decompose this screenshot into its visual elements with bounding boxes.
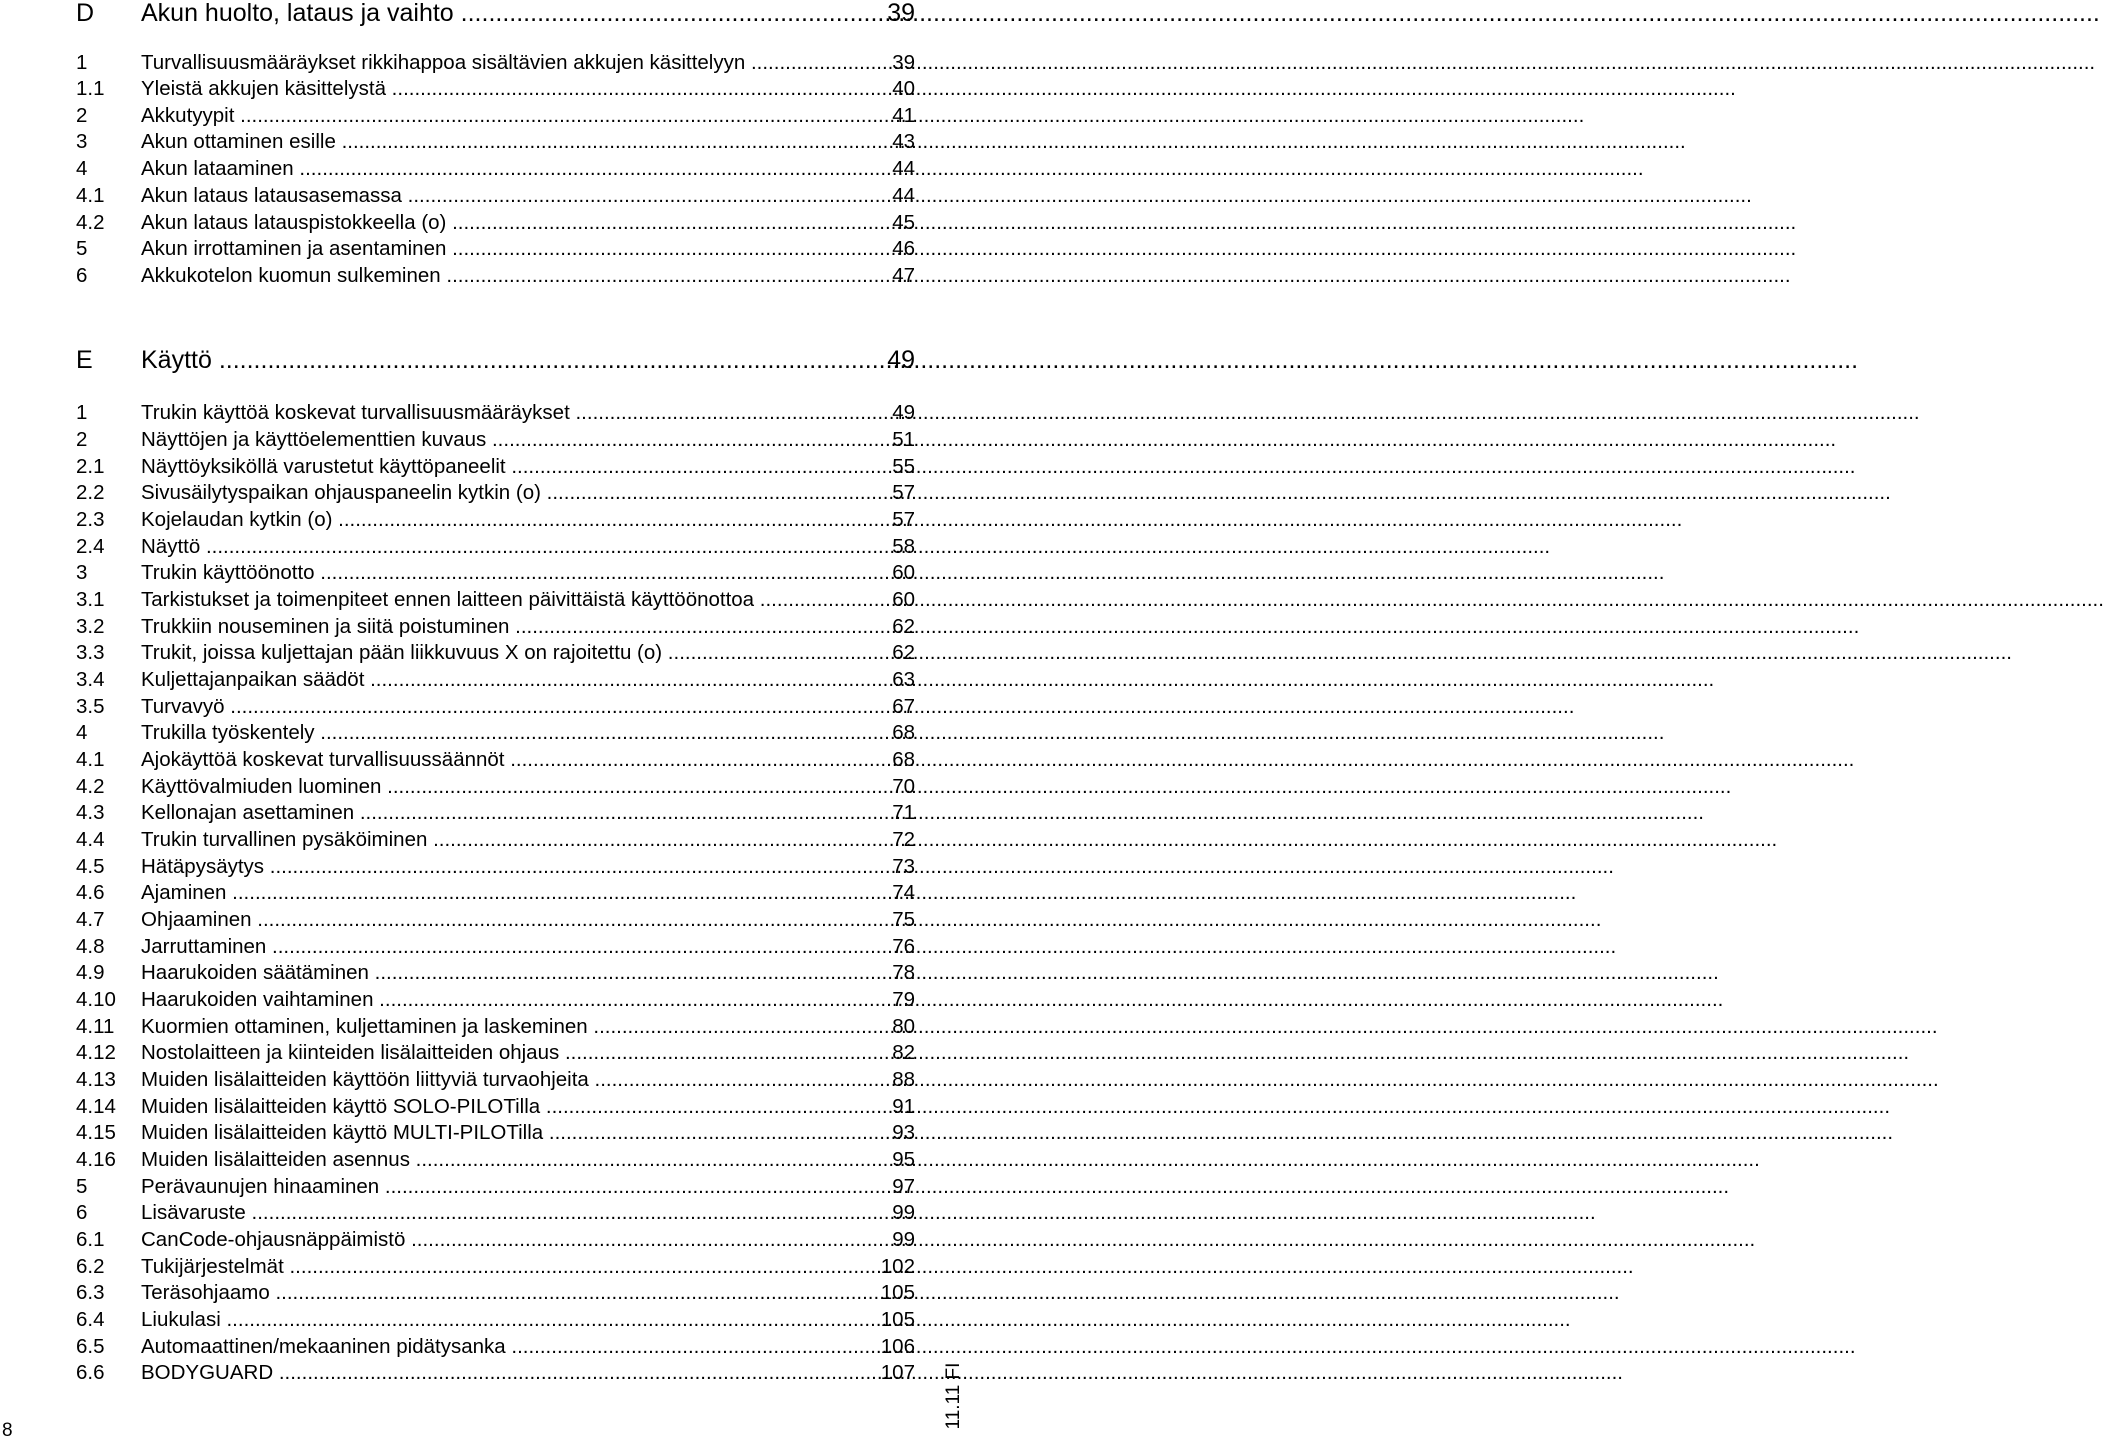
- entry-number: 3.3: [76, 641, 105, 664]
- toc-entry[interactable]: [0, 235, 960, 262]
- entry-title: Akun lataaminen .....: [141, 155, 859, 182]
- toc-entry[interactable]: [0, 1306, 960, 1333]
- entry-number: 4: [76, 721, 88, 744]
- toc-entry[interactable]: [0, 586, 960, 613]
- entry-title: Lisävaruste .....: [141, 1199, 859, 1226]
- toc-entry[interactable]: [0, 1039, 960, 1066]
- entry-number: 3.5: [76, 695, 105, 718]
- entry-page: 40: [892, 77, 915, 100]
- entry-page: 82: [892, 1041, 915, 1064]
- toc-entry[interactable]: [0, 155, 960, 182]
- entry-page: 55: [892, 455, 915, 478]
- entry-title: Muiden lisälaitteiden käyttö SOLO-PILOTilla .....: [141, 1093, 859, 1120]
- entry-number: 3.4: [76, 668, 105, 691]
- entry-number: 4.10: [76, 988, 116, 1011]
- chapter-page: 49: [887, 346, 915, 374]
- entry-title: Akkutyypit .....: [141, 102, 859, 129]
- entry-number: 4.11: [76, 1015, 115, 1038]
- entry-page: 74: [892, 881, 915, 904]
- toc-entry[interactable]: [0, 1199, 960, 1226]
- entry-page: 99: [892, 1201, 915, 1224]
- entry-number: 4.2: [76, 211, 105, 234]
- entry-title: Haarukoiden vaihtaminen .....: [141, 986, 859, 1013]
- entry-number: 4.8: [76, 935, 105, 958]
- entry-page: 57: [892, 508, 915, 531]
- entry-number: 4.13: [76, 1068, 116, 1091]
- entry-page: 58: [892, 535, 915, 558]
- toc-entry[interactable]: [0, 746, 960, 773]
- toc-entry[interactable]: [0, 49, 960, 76]
- toc-entry[interactable]: [0, 102, 960, 129]
- entry-page: 43: [892, 130, 915, 153]
- entry-page: 44: [892, 157, 915, 180]
- entry-title: Liukulasi .....: [141, 1306, 859, 1333]
- entry-title: CanCode-ohjausnäppäimistö .....: [141, 1226, 859, 1253]
- entry-number: 2.2: [76, 481, 105, 504]
- toc-entry[interactable]: [0, 453, 960, 480]
- entry-title: Jarruttaminen .....: [141, 933, 859, 960]
- entry-page: 68: [892, 748, 915, 771]
- entry-title: Hätäpysäytys .....: [141, 853, 859, 880]
- entry-title: Sivusäilytyspaikan ohjauspaneelin kytkin (o) .....: [141, 479, 859, 506]
- entry-page: 95: [892, 1148, 915, 1171]
- entry-number: 1: [76, 51, 88, 74]
- toc-entry[interactable]: [0, 1066, 960, 1093]
- entry-title: Ajaminen .....: [141, 879, 859, 906]
- chapter-heading-e[interactable]: [0, 343, 960, 377]
- entry-number: 4.2: [76, 775, 105, 798]
- chapter-heading-d[interactable]: [0, 0, 960, 30]
- entry-title: Automaattinen/mekaaninen pidätysanka .....: [141, 1333, 859, 1360]
- toc-entry[interactable]: [0, 506, 960, 533]
- toc-entry[interactable]: [0, 1119, 960, 1146]
- entry-page: 76: [892, 935, 915, 958]
- entry-number: 4.14: [76, 1095, 116, 1118]
- toc-entry[interactable]: [0, 639, 960, 666]
- entry-page: 62: [892, 615, 915, 638]
- entry-title: Akun lataus latauspistokkeella (o) .....: [141, 209, 859, 236]
- entry-page: 91: [892, 1095, 915, 1118]
- entry-number: 6.2: [76, 1255, 105, 1278]
- entry-title: Näyttöyksiköllä varustetut käyttöpaneelit .....: [141, 453, 859, 480]
- entry-title: Trukin käyttöönotto .....: [141, 559, 859, 586]
- entry-number: 6.1: [76, 1228, 105, 1251]
- toc-entry[interactable]: [0, 182, 960, 209]
- entry-page: 39: [892, 51, 915, 74]
- entry-page: 107: [880, 1361, 915, 1384]
- toc-entry[interactable]: [0, 1093, 960, 1120]
- toc-entry[interactable]: [0, 426, 960, 453]
- entry-title: Näyttö .....: [141, 533, 859, 560]
- toc-entry[interactable]: [0, 559, 960, 586]
- entry-title: Kellonajan asettaminen .....: [141, 799, 859, 826]
- entry-title: Kuormien ottaminen, kuljettaminen ja laskeminen .....: [141, 1013, 859, 1040]
- entry-number: 2: [76, 428, 88, 451]
- entry-title: Teräsohjaamo .....: [141, 1279, 859, 1306]
- toc-entry[interactable]: [0, 826, 960, 853]
- toc-entry[interactable]: [0, 533, 960, 560]
- entry-title: Kojelaudan kytkin (o) .....: [141, 506, 859, 533]
- entry-page: 105: [880, 1281, 915, 1304]
- entry-title: Muiden lisälaitteiden asennus .....: [141, 1146, 859, 1173]
- entry-number: 6.5: [76, 1335, 105, 1358]
- entry-title: Akun irrottaminen ja asentaminen .....: [141, 235, 859, 262]
- entry-number: 4.9: [76, 961, 105, 984]
- entry-number: 3: [76, 561, 88, 584]
- entry-number: 3.2: [76, 615, 105, 638]
- entry-page: 68: [892, 721, 915, 744]
- toc-entry[interactable]: [0, 693, 960, 720]
- entry-title: Akun lataus latausasemassa .....: [141, 182, 859, 209]
- entry-title: Käyttövalmiuden luominen .....: [141, 773, 859, 800]
- toc-entry[interactable]: [0, 479, 960, 506]
- entry-page: 79: [892, 988, 915, 1011]
- entry-number: 2: [76, 104, 88, 127]
- entry-number: 3: [76, 130, 88, 153]
- entry-title: Nostolaitteen ja kiinteiden lisälaitteiden ohjaus .....: [141, 1039, 859, 1066]
- entry-page: 78: [892, 961, 915, 984]
- entry-title: Haarukoiden säätäminen .....: [141, 959, 859, 986]
- entry-page: 93: [892, 1121, 915, 1144]
- entry-title: Muiden lisälaitteiden käyttö MULTI-PILOTilla .....: [141, 1119, 859, 1146]
- toc-entry[interactable]: [0, 1013, 960, 1040]
- entry-page: 49: [892, 401, 915, 424]
- toc-entry[interactable]: [0, 1173, 960, 1200]
- toc-entry[interactable]: [0, 853, 960, 880]
- entry-page: 41: [892, 104, 915, 127]
- toc-entry[interactable]: [0, 719, 960, 746]
- entry-number: 2.3: [76, 508, 105, 531]
- page-number: 8: [2, 1420, 13, 1441]
- entry-title: Yleistä akkujen käsittelystä .....: [141, 75, 859, 102]
- toc-entry[interactable]: [0, 128, 960, 155]
- document-code: 11.11 FI: [943, 1362, 964, 1430]
- entry-number: 6: [76, 264, 88, 287]
- entry-number: 2.4: [76, 535, 105, 558]
- entry-page: 75: [892, 908, 915, 931]
- entry-page: 72: [892, 828, 915, 851]
- entry-title: Tarkistukset ja toimenpiteet ennen laitteen päivittäistä käyttöönottoa .....: [141, 586, 859, 613]
- entry-title: Turvallisuusmääräykset rikkihappoa sisältävien akkujen käsittelyyn .....: [141, 49, 859, 76]
- entry-title: Perävaunujen hinaaminen .....: [141, 1173, 859, 1200]
- toc-entry[interactable]: [0, 799, 960, 826]
- entry-number: 4.15: [76, 1121, 116, 1144]
- entry-title: Turvavyö .....: [141, 693, 859, 720]
- entry-number: 1.1: [76, 77, 105, 100]
- entry-page: 46: [892, 237, 915, 260]
- toc-entry[interactable]: [0, 906, 960, 933]
- entry-page: 44: [892, 184, 915, 207]
- entry-title: Trukin turvallinen pysäköiminen .....: [141, 826, 859, 853]
- entry-title: Tukijärjestelmät .....: [141, 1253, 859, 1280]
- entry-page: 106: [880, 1335, 915, 1358]
- entry-title: Akun ottaminen esille .....: [141, 128, 859, 155]
- toc-entry[interactable]: [0, 262, 960, 289]
- toc-entry[interactable]: [0, 666, 960, 693]
- entry-number: 4.7: [76, 908, 105, 931]
- entry-title: Näyttöjen ja käyttöelementtien kuvaus .....: [141, 426, 859, 453]
- toc-entry[interactable]: [0, 933, 960, 960]
- entry-page: 60: [892, 588, 915, 611]
- chapter-title: Akun huolto, lataus ja vaihto .....: [141, 0, 859, 30]
- entry-number: 4.5: [76, 855, 105, 878]
- entry-page: 45: [892, 211, 915, 234]
- entry-page: 71: [892, 801, 915, 824]
- entry-number: 4.1: [76, 748, 105, 771]
- entry-page: 99: [892, 1228, 915, 1251]
- chapter-letter: D: [76, 0, 95, 27]
- entry-page: 51: [892, 428, 915, 451]
- entry-number: 4: [76, 157, 88, 180]
- toc-entry[interactable]: [0, 986, 960, 1013]
- entry-page: 47: [892, 264, 915, 287]
- entry-title: Muiden lisälaitteiden käyttöön liittyviä turvaohjeita .....: [141, 1066, 859, 1093]
- chapter-title: Käyttö .....: [141, 343, 859, 377]
- entry-number: 5: [76, 1175, 88, 1198]
- entry-number: 5: [76, 237, 88, 260]
- toc-entry[interactable]: [0, 75, 960, 102]
- entry-number: 6: [76, 1201, 88, 1224]
- entry-page: 105: [880, 1308, 915, 1331]
- toc-entry[interactable]: [0, 879, 960, 906]
- chapter-page: 39: [887, 0, 915, 27]
- toc-entry[interactable]: [0, 399, 960, 426]
- entry-number: 2.1: [76, 455, 105, 478]
- entry-number: 4.3: [76, 801, 105, 824]
- entry-title: Trukit, joissa kuljettajan pään liikkuvuus X on rajoitettu (o) .....: [141, 639, 859, 666]
- entry-page: 63: [892, 668, 915, 691]
- entry-title: Kuljettajanpaikan säädöt .....: [141, 666, 859, 693]
- toc-entry[interactable]: [0, 1359, 960, 1386]
- toc-entry[interactable]: [0, 1279, 960, 1306]
- toc-entry[interactable]: [0, 1333, 960, 1360]
- entry-number: 4.1: [76, 184, 105, 207]
- entry-number: 6.4: [76, 1308, 105, 1331]
- entry-page: 88: [892, 1068, 915, 1091]
- entry-page: 70: [892, 775, 915, 798]
- entry-number: 4.4: [76, 828, 105, 851]
- entry-page: 80: [892, 1015, 915, 1038]
- entry-page: 97: [892, 1175, 915, 1198]
- entry-page: 57: [892, 481, 915, 504]
- entry-number: 1: [76, 401, 88, 424]
- entry-page: 67: [892, 695, 915, 718]
- entry-title: Akkukotelon kuomun sulkeminen .....: [141, 262, 859, 289]
- entry-title: Trukin käyttöä koskevat turvallisuusmääräykset .....: [141, 399, 859, 426]
- entry-number: 4.12: [76, 1041, 116, 1064]
- entry-number: 4.16: [76, 1148, 116, 1171]
- entry-title: Trukilla työskentely .....: [141, 719, 859, 746]
- entry-number: 6.3: [76, 1281, 105, 1304]
- toc-entry[interactable]: [0, 209, 960, 236]
- entry-number: 4.6: [76, 881, 105, 904]
- entry-page: 73: [892, 855, 915, 878]
- toc-entry[interactable]: [0, 613, 960, 640]
- toc-entry[interactable]: [0, 1226, 960, 1253]
- toc-entry[interactable]: [0, 959, 960, 986]
- entry-page: 102: [880, 1255, 915, 1278]
- toc-entry[interactable]: [0, 773, 960, 800]
- entry-page: 62: [892, 641, 915, 664]
- entry-number: 3.1: [76, 588, 105, 611]
- entry-page: 60: [892, 561, 915, 584]
- toc-entry[interactable]: [0, 1146, 960, 1173]
- entry-number: 6.6: [76, 1361, 105, 1384]
- chapter-letter: E: [76, 346, 93, 374]
- entry-title: Trukkiin nouseminen ja siitä poistuminen .....: [141, 613, 859, 640]
- entry-title: BODYGUARD .....: [141, 1359, 859, 1386]
- entry-title: Ajokäyttöä koskevat turvallisuussäännöt .....: [141, 746, 859, 773]
- entry-title: Ohjaaminen .....: [141, 906, 859, 933]
- toc-entry[interactable]: [0, 1253, 960, 1280]
